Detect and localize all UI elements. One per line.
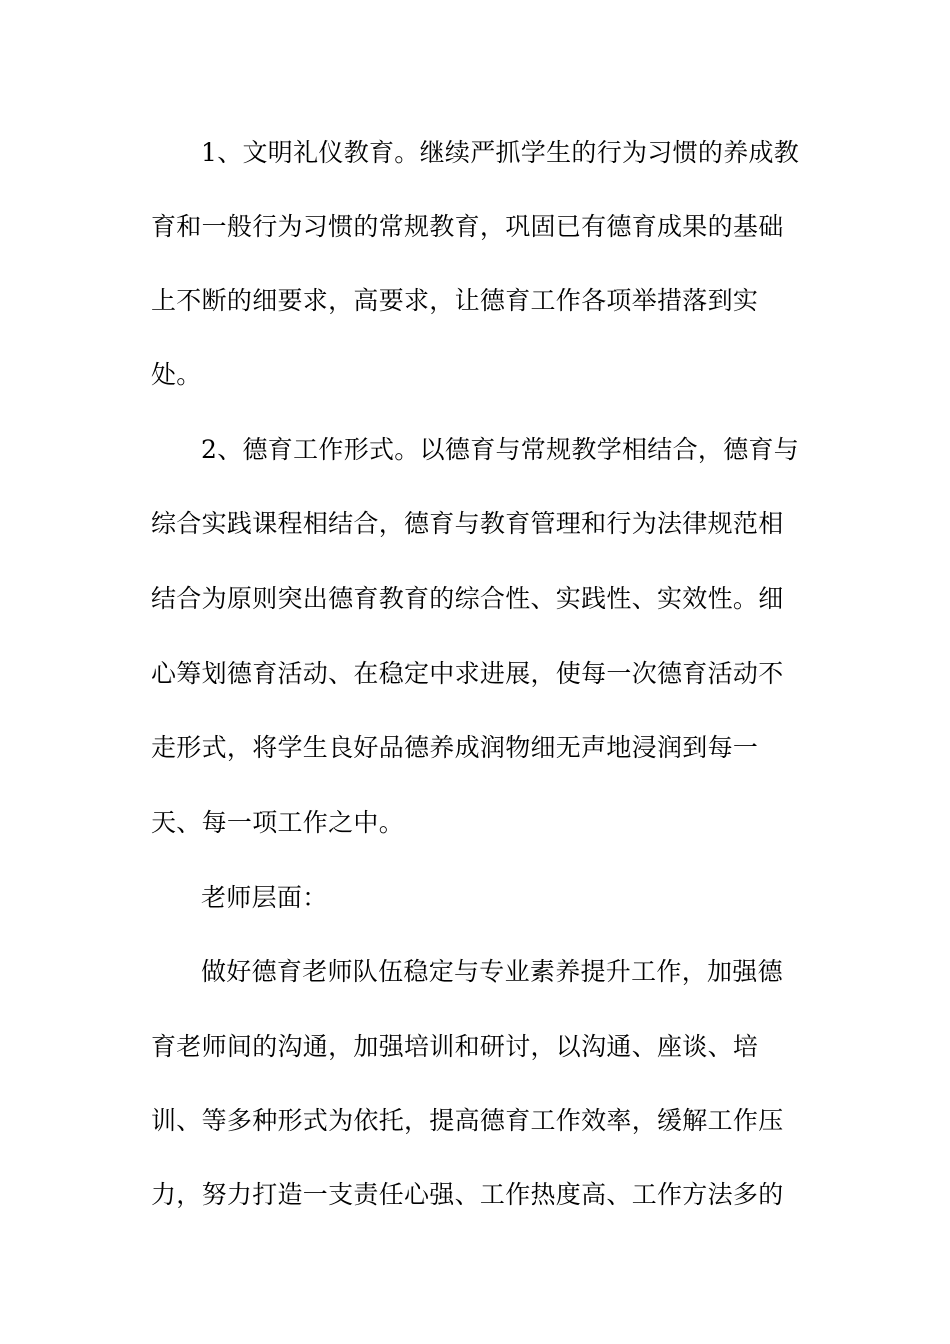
paragraph-2-line-3: 结合为原则突出德育教育的综合性、实践性、实效性。细 [151,584,784,613]
paragraph-3-line-3: 训、等多种形式为依托，提高德育工作效率，缓解工作压 [151,1106,784,1135]
paragraph-1-line-2: 育和一般行为习惯的常规教育，巩固已有德育成果的基础 [151,212,784,241]
paragraph-1-line-3: 上不断的细要求，高要求，让德育工作各项举措落到实 [151,286,759,315]
paragraph-3-line-2: 育老师间的沟通，加强培训和研讨，以沟通、座谈、培 [151,1032,759,1061]
paragraph-3-line-1: 做好德育老师队伍稳定与专业素养提升工作，加强德 [201,957,783,986]
paragraph-1-line-4: 处。 [151,360,202,389]
paragraph-2-line-1: 2、德育工作形式。以德育与常规教学相结合，德育与 [201,435,800,464]
paragraph-3-line-4: 力，努力打造一支责任心强、工作热度高、工作方法多的 [151,1180,784,1209]
paragraph-2-line-5: 走形式，将学生良好品德养成润物细无声地浸润到每一 [151,733,759,762]
paragraph-2-line-4: 心筹划德育活动、在稳定中求进展，使每一次德育活动不 [151,659,784,688]
paragraph-2-line-2: 综合实践课程相结合，德育与教育管理和行为法律规范相 [151,509,784,538]
section-heading-teachers: 老师层面： [201,883,328,912]
paragraph-1-line-1: 1、文明礼仪教育。继续严抓学生的行为习惯的养成教 [201,138,800,167]
paragraph-2-line-6: 天、每一项工作之中。 [151,808,405,837]
